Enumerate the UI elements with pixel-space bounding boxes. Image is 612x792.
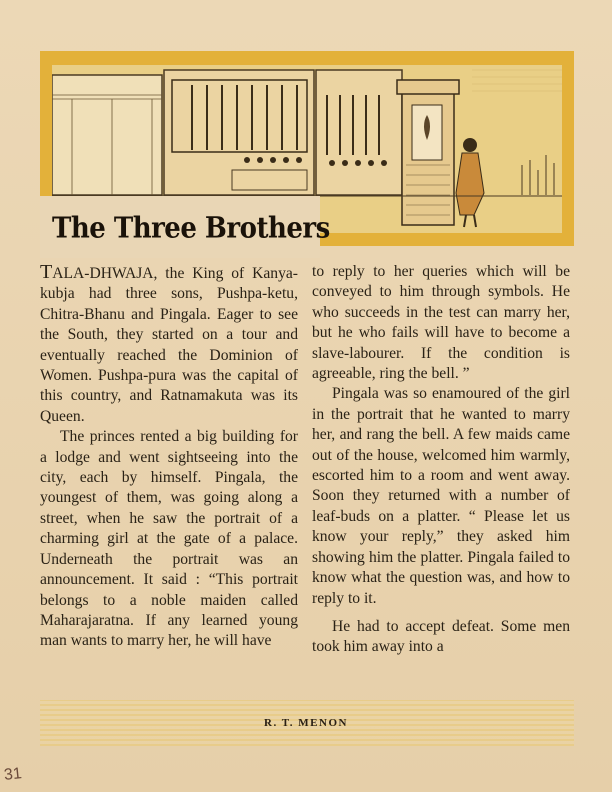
author-byline: R. T. MENON (264, 717, 348, 729)
page-number: 31 (3, 765, 23, 784)
first-line: ALA-DHWAJA, the King of (52, 265, 245, 282)
paragraph (40, 262, 298, 427)
left-column (40, 262, 298, 652)
drop-cap: T (40, 261, 53, 283)
right-column (312, 262, 570, 658)
paragraph: Pingala was so enamoured of the girl in the portrait that he wanted to marry her, and rang the bell. A few maids came out of the house, welcomed him warmly, escorted him to a room and went away. Soon they returned with a number of leaf-buds on a platter. “ Please let us know your reply,” they asked him showing him the platter. Pingala failed to know what the question was, and how to reply to it. (312, 385, 570, 607)
paragraph-text: Kanya-kubja had three sons, Pushpa-ketu, Chitra-Bhanu and Pingala. Eager to see the South, they started on a tour and eventually reached the Dominion of Women. Pushpa-pura was the capital of this country, and Ratnamakuta was its Queen. (40, 265, 298, 425)
paragraph: The princes rented a big building for a lodge and went sightseeing into the city, each by himself. Pingala, the youngest of them, was going along a street, when he saw the portrait of a charming girl at the gate of a palace. Underneath the portrait was an announcement. It said : “This portrait belongs to a noble maiden called Maharajaratna. If any learned young man wants to marry her, he will have (40, 428, 298, 650)
paragraph: to reply to her queries which will be conveyed to him through symbols. He who succeeds in the test can marry her, but he who fails will have to become a slave-labourer. If the condition is agreeable, ring the bell. ” (312, 263, 570, 383)
story-title: The Three Brothers (52, 212, 330, 245)
paragraph: He had to accept defeat. Some men took him away into a (312, 617, 570, 656)
